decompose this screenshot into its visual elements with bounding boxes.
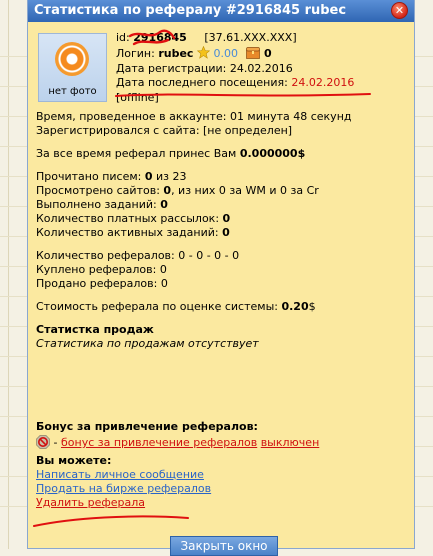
last-visit-row [116, 76, 354, 89]
sell-referral-link[interactable]: Продать на бирже рефералов [36, 482, 212, 495]
tasks-value: 0 [160, 198, 168, 211]
paid-mailings-label: Количество платных рассылок: [36, 212, 220, 225]
popup-titlebar [28, 0, 414, 22]
letters-label: Прочитано писем: [36, 170, 142, 183]
close-window-button[interactable]: Закрыть окно [170, 536, 278, 556]
close-icon[interactable]: ✕ [391, 2, 408, 19]
sites-row [36, 184, 319, 197]
ip-address: [37.61.XXX.XXX] [204, 31, 297, 44]
earned-value: 0.000000$ [239, 147, 306, 160]
paid-mailings-row [36, 212, 230, 225]
referral-cost-row [36, 300, 316, 313]
sold-referrals: Продано рефералов: 0 [36, 277, 168, 290]
last-visit-value: 24.02.2016 [291, 76, 355, 89]
time-in-account: Время, проведенное в аккаунте: 01 минута 48 секунд [36, 110, 352, 123]
delete-referral-link[interactable]: Удалить реферала [36, 496, 146, 509]
paid-mailings-value: 0 [222, 212, 231, 225]
avatar-caption: нет фото [48, 86, 97, 97]
popup-content [28, 22, 414, 553]
bonus-row [36, 435, 319, 449]
letters-total: из 23 [156, 170, 187, 183]
login-value: rubec [158, 47, 194, 60]
sites-value: 0 [163, 184, 172, 197]
referral-cost-label: Стоимость реферала по оценке системы: [36, 300, 278, 313]
actions-heading: Вы можете: [36, 454, 112, 467]
tasks-row [36, 198, 168, 211]
bonus-dash: - [53, 436, 58, 449]
referral-id-row [116, 31, 297, 44]
bonus-link[interactable]: бонус за привлечение рефералов [60, 436, 258, 449]
login-label: Логин: [116, 47, 155, 60]
last-visit-label: Дата последнего посещения: [116, 76, 288, 89]
online-status: [offline] [116, 91, 159, 104]
referral-stats-popup [27, 0, 415, 553]
referral-cost-value: 0.20 [281, 300, 309, 313]
letters-value: 0 [144, 170, 153, 183]
background-divider [8, 0, 9, 549]
annotation-underline [32, 510, 192, 530]
avatar-placeholder-icon [55, 42, 89, 76]
sales-heading: Статистка продаж [36, 323, 154, 336]
sales-empty-text: Статистика по продажам отсутствует [36, 337, 259, 350]
active-tasks-label: Количество активных заданий: [36, 226, 219, 239]
sites-label: Просмотрено сайтов: [36, 184, 160, 197]
avatar [38, 33, 107, 102]
disabled-icon [36, 435, 50, 449]
id-label: id: [116, 31, 130, 44]
write-message-link[interactable]: Написать личное сообщение [36, 468, 204, 481]
referral-cost-unit: $ [308, 300, 316, 313]
chest-count: 0 [263, 47, 272, 60]
registration-date: Дата регистрации: 24.02.2016 [116, 62, 293, 75]
popup-title: Статистика по рефералу #2916845 rubec [34, 3, 347, 18]
active-tasks-value: 0 [222, 226, 230, 239]
tasks-label: Выполнено заданий: [36, 198, 157, 211]
bonus-heading: Бонус за привлечение рефералов: [36, 420, 258, 433]
rating-value: 0.00 [213, 47, 238, 60]
referrals-count: Количество рефералов: 0 - 0 - 0 - 0 [36, 249, 240, 262]
registered-from: Зарегистрировался с сайта: [не определен] [36, 124, 293, 137]
id-value: 2916845 [133, 31, 187, 44]
bought-referrals: Куплено рефералов: 0 [36, 263, 167, 276]
active-tasks-row [36, 226, 230, 239]
bonus-state-link[interactable]: выключен [260, 436, 320, 449]
earned-row [36, 147, 305, 160]
star-icon [197, 46, 210, 59]
earned-label: За все время реферал принес Вам [36, 147, 237, 160]
treasure-chest-icon [246, 47, 260, 59]
letters-row [36, 170, 187, 183]
login-row [116, 46, 272, 60]
sites-breakdown: , из них 0 за WM и 0 за Cr [171, 184, 319, 197]
